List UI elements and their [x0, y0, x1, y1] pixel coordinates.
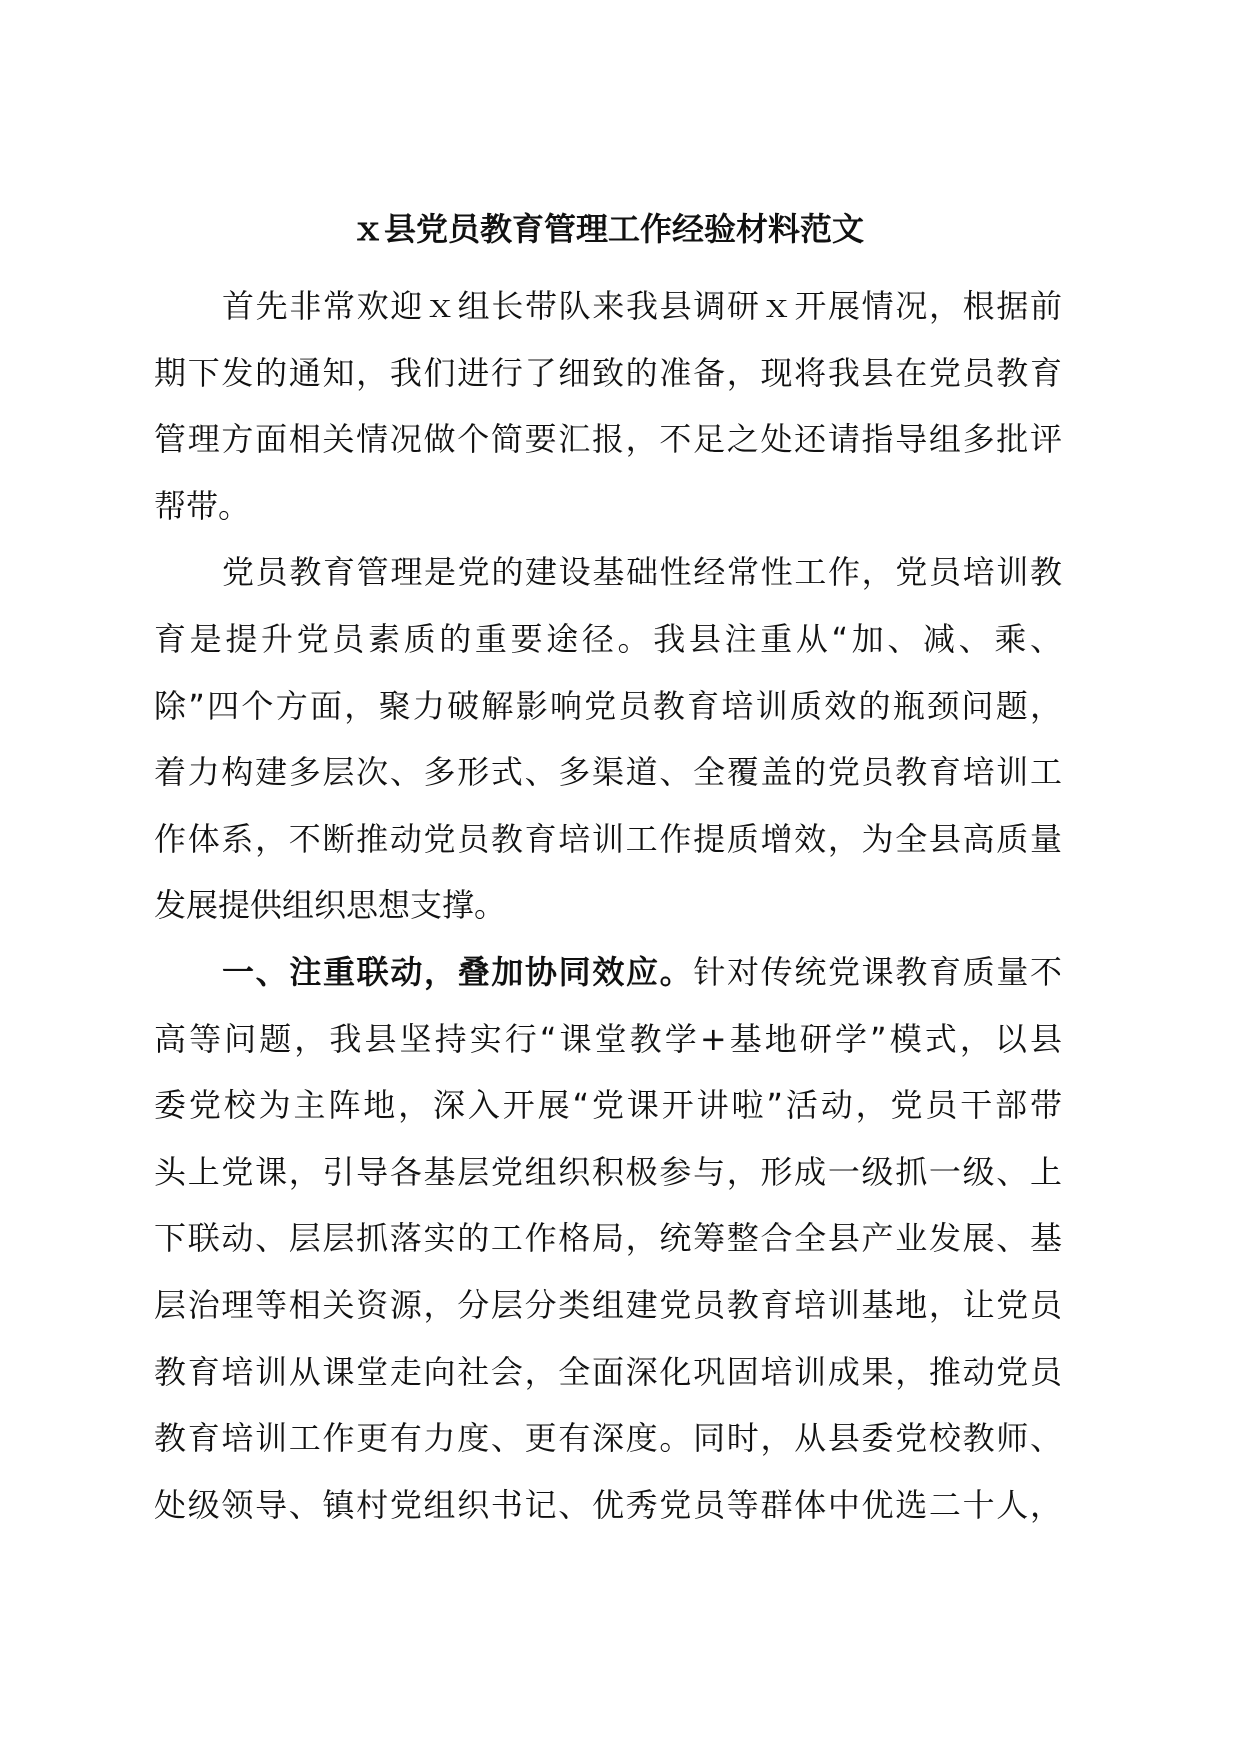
- paragraph-line: 期下发的通知，我们进行了细致的准备，现将我县在党员教育: [154, 353, 1062, 392]
- paragraph-last-line: 发展提供组织思想支撑。: [154, 886, 507, 925]
- paragraph-line: 教育培训工作更有力度、更有深度。同时，从县委党校教师、: [154, 1419, 1062, 1458]
- paragraph-overview: [154, 539, 1062, 939]
- paragraph-line: 育是提升党员素质的重要途径。我县注重从“加、减、乘、: [154, 619, 1062, 658]
- paragraph-first-line: [154, 939, 1062, 1006]
- paragraph-line: 下联动、层层抓落实的工作格局，统筹整合全县产业发展、基: [154, 1219, 1062, 1258]
- paragraph-section-one: [154, 939, 1062, 1538]
- paragraph-line: 作体系，不断推动党员教育培训工作提质增效，为全县高质量: [154, 819, 1062, 858]
- paragraph-line: 着力构建多层次、多形式、多渠道、全覆盖的党员教育培训工: [154, 753, 1062, 792]
- paragraph-text: 针对传统党课教育质量不: [693, 952, 1062, 991]
- paragraph-line: 头上党课，引导各基层党组织积极参与，形成一级抓一级、上: [154, 1152, 1062, 1191]
- paragraph-first-line: 首先非常欢迎ｘ组长带队来我县调研ｘ开展情况，根据前: [222, 287, 1062, 325]
- paragraph-first-line: 党员教育管理是党的建设基础性经常性工作，党员培训教: [222, 553, 1062, 592]
- paragraph-line: 处级领导、镇村党组织书记、优秀党员等群体中优选二十人，: [154, 1485, 1062, 1524]
- section-heading: 一、注重联动，叠加协同效应。: [222, 952, 694, 991]
- paragraph-last-line: 帮带。: [154, 486, 251, 525]
- paragraph-line: 教育培训从课堂走向社会，全面深化巩固培训成果，推动党员: [154, 1352, 1062, 1391]
- paragraph-line: 层治理等相关资源，分层分类组建党员教育培训基地，让党员: [154, 1285, 1062, 1324]
- paragraph-line: 除”四个方面，聚力破解影响党员教育培训质效的瓶颈问题，: [154, 686, 1062, 725]
- paragraph-line: 委党校为主阵地，深入开展“党课开讲啦”活动，党员干部带: [154, 1086, 1062, 1125]
- document-title: ｘ县党员教育管理工作经验材料范文: [351, 210, 864, 248]
- document-body: [154, 196, 1062, 1538]
- paragraph-line: 管理方面相关情况做个简要汇报，不足之处还请指导组多批评: [154, 420, 1062, 459]
- paragraph-line: 高等问题，我县坚持实行“课堂教学+基地研学”模式，以县: [154, 1019, 1062, 1058]
- paragraph-intro: [154, 273, 1062, 539]
